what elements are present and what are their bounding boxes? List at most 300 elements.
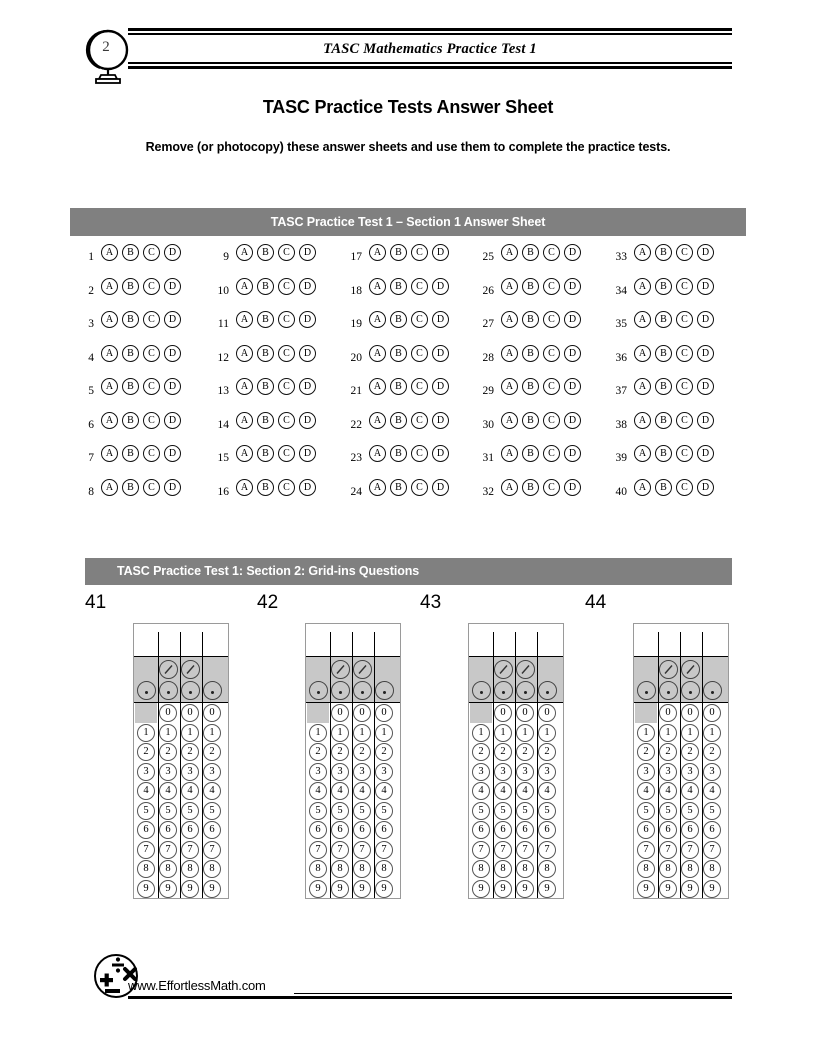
gridin-digit-bubble-8[interactable]: 8: [331, 860, 349, 878]
answer-bubble-d[interactable]: D: [564, 412, 581, 429]
gridin-digit-bubble-3[interactable]: 3: [681, 763, 699, 781]
gridin-digit-bubble-9[interactable]: 9: [494, 880, 512, 898]
gridin-digit-bubble-5[interactable]: 5: [309, 802, 327, 820]
answer-bubble-d[interactable]: D: [164, 378, 181, 395]
answer-bubble-c[interactable]: C: [676, 412, 693, 429]
gridin-digit-bubble-2[interactable]: 2: [637, 743, 655, 761]
answer-bubble-d[interactable]: D: [164, 412, 181, 429]
answer-bubble-d[interactable]: D: [697, 412, 714, 429]
gridin-digit-bubble-6[interactable]: 6: [703, 821, 721, 839]
gridin-digit-bubble-1[interactable]: 1: [331, 724, 349, 742]
gridin-digit-bubble-2[interactable]: 2: [538, 743, 556, 761]
gridin-digit-bubble-3[interactable]: 3: [538, 763, 556, 781]
gridin-decimal-point-bubble[interactable]: [703, 681, 722, 700]
gridin-digit-bubble-6[interactable]: 6: [375, 821, 393, 839]
answer-bubble-b[interactable]: B: [390, 412, 407, 429]
gridin-digit-bubble-4[interactable]: 4: [309, 782, 327, 800]
answer-bubble-b[interactable]: B: [522, 244, 539, 261]
gridin-digit-bubble-9[interactable]: 9: [353, 880, 371, 898]
gridin-decimal-point-bubble[interactable]: [681, 681, 700, 700]
answer-bubble-d[interactable]: D: [164, 345, 181, 362]
answer-bubble-b[interactable]: B: [655, 412, 672, 429]
answer-bubble-a[interactable]: A: [634, 412, 651, 429]
answer-bubble-d[interactable]: D: [164, 479, 181, 496]
answer-bubble-d[interactable]: D: [697, 244, 714, 261]
gridin-digit-bubble-7[interactable]: 7: [516, 841, 534, 859]
gridin-digit-bubble-0[interactable]: 0: [494, 704, 512, 722]
answer-bubble-a[interactable]: A: [101, 445, 118, 462]
answer-bubble-b[interactable]: B: [122, 311, 139, 328]
gridin-digit-bubble-5[interactable]: 5: [331, 802, 349, 820]
answer-bubble-b[interactable]: B: [522, 278, 539, 295]
gridin-digit-bubble-5[interactable]: 5: [494, 802, 512, 820]
answer-bubble-b[interactable]: B: [257, 278, 274, 295]
gridin-digit-bubble-1[interactable]: 1: [137, 724, 155, 742]
answer-bubble-a[interactable]: A: [634, 479, 651, 496]
gridin-decimal-point-bubble[interactable]: [375, 681, 394, 700]
answer-bubble-b[interactable]: B: [522, 445, 539, 462]
answer-bubble-a[interactable]: A: [101, 278, 118, 295]
gridin-digit-bubble-2[interactable]: 2: [353, 743, 371, 761]
gridin-digit-bubble-8[interactable]: 8: [159, 860, 177, 878]
answer-bubble-a[interactable]: A: [369, 479, 386, 496]
gridin-digit-bubble-0[interactable]: 0: [516, 704, 534, 722]
gridin-fraction-slash-bubble[interactable]: [681, 660, 700, 679]
answer-bubble-b[interactable]: B: [655, 345, 672, 362]
gridin-digit-bubble-7[interactable]: 7: [472, 841, 490, 859]
answer-bubble-a[interactable]: A: [101, 244, 118, 261]
gridin-digit-bubble-2[interactable]: 2: [375, 743, 393, 761]
gridin-digit-bubble-1[interactable]: 1: [681, 724, 699, 742]
gridin-digit-bubble-5[interactable]: 5: [637, 802, 655, 820]
answer-bubble-a[interactable]: A: [501, 479, 518, 496]
answer-bubble-c[interactable]: C: [676, 445, 693, 462]
gridin-digit-bubble-8[interactable]: 8: [375, 860, 393, 878]
gridin-decimal-point-bubble[interactable]: [137, 681, 156, 700]
gridin-decimal-point-bubble[interactable]: [637, 681, 656, 700]
answer-bubble-a[interactable]: A: [236, 244, 253, 261]
answer-bubble-b[interactable]: B: [257, 412, 274, 429]
answer-bubble-d[interactable]: D: [299, 479, 316, 496]
gridin-digit-bubble-4[interactable]: 4: [538, 782, 556, 800]
gridin-digit-bubble-6[interactable]: 6: [353, 821, 371, 839]
gridin-digit-bubble-9[interactable]: 9: [203, 880, 221, 898]
gridin-digit-bubble-9[interactable]: 9: [538, 880, 556, 898]
answer-bubble-c[interactable]: C: [143, 311, 160, 328]
answer-bubble-b[interactable]: B: [122, 479, 139, 496]
gridin-digit-bubble-1[interactable]: 1: [703, 724, 721, 742]
answer-bubble-a[interactable]: A: [236, 345, 253, 362]
gridin-digit-bubble-6[interactable]: 6: [494, 821, 512, 839]
gridin-digit-bubble-3[interactable]: 3: [181, 763, 199, 781]
gridin-digit-bubble-2[interactable]: 2: [331, 743, 349, 761]
gridin-digit-bubble-4[interactable]: 4: [375, 782, 393, 800]
gridin-fraction-slash-bubble[interactable]: [331, 660, 350, 679]
gridin-digit-bubble-2[interactable]: 2: [659, 743, 677, 761]
gridin-digit-bubble-8[interactable]: 8: [681, 860, 699, 878]
gridin-digit-bubble-2[interactable]: 2: [681, 743, 699, 761]
answer-bubble-c[interactable]: C: [278, 345, 295, 362]
answer-bubble-c[interactable]: C: [411, 445, 428, 462]
gridin-digit-bubble-1[interactable]: 1: [494, 724, 512, 742]
answer-bubble-c[interactable]: C: [411, 244, 428, 261]
answer-bubble-a[interactable]: A: [369, 278, 386, 295]
answer-bubble-d[interactable]: D: [432, 412, 449, 429]
answer-bubble-d[interactable]: D: [299, 445, 316, 462]
gridin-digit-bubble-9[interactable]: 9: [181, 880, 199, 898]
gridin-digit-bubble-3[interactable]: 3: [516, 763, 534, 781]
gridin-decimal-point-bubble[interactable]: [472, 681, 491, 700]
gridin-digit-bubble-2[interactable]: 2: [703, 743, 721, 761]
gridin-digit-bubble-3[interactable]: 3: [494, 763, 512, 781]
gridin-digit-bubble-9[interactable]: 9: [659, 880, 677, 898]
gridin-digit-bubble-4[interactable]: 4: [331, 782, 349, 800]
answer-bubble-d[interactable]: D: [432, 345, 449, 362]
gridin-digit-bubble-7[interactable]: 7: [181, 841, 199, 859]
answer-bubble-b[interactable]: B: [390, 479, 407, 496]
answer-bubble-a[interactable]: A: [501, 378, 518, 395]
answer-bubble-c[interactable]: C: [278, 311, 295, 328]
gridin-decimal-point-bubble[interactable]: [538, 681, 557, 700]
gridin-digit-bubble-5[interactable]: 5: [137, 802, 155, 820]
answer-bubble-d[interactable]: D: [164, 311, 181, 328]
answer-bubble-c[interactable]: C: [676, 278, 693, 295]
gridin-digit-bubble-6[interactable]: 6: [659, 821, 677, 839]
gridin-digit-bubble-4[interactable]: 4: [637, 782, 655, 800]
gridin-digit-bubble-7[interactable]: 7: [538, 841, 556, 859]
gridin-digit-bubble-6[interactable]: 6: [516, 821, 534, 839]
answer-bubble-c[interactable]: C: [143, 479, 160, 496]
answer-bubble-b[interactable]: B: [390, 345, 407, 362]
gridin-digit-bubble-7[interactable]: 7: [703, 841, 721, 859]
gridin-digit-bubble-2[interactable]: 2: [516, 743, 534, 761]
gridin-digit-bubble-9[interactable]: 9: [637, 880, 655, 898]
gridin-digit-bubble-7[interactable]: 7: [203, 841, 221, 859]
gridin-write-area[interactable]: [134, 624, 228, 657]
answer-bubble-a[interactable]: A: [501, 244, 518, 261]
gridin-digit-bubble-3[interactable]: 3: [659, 763, 677, 781]
answer-bubble-b[interactable]: B: [257, 445, 274, 462]
gridin-digit-bubble-8[interactable]: 8: [309, 860, 327, 878]
answer-bubble-c[interactable]: C: [543, 479, 560, 496]
gridin-digit-bubble-7[interactable]: 7: [494, 841, 512, 859]
gridin-digit-bubble-8[interactable]: 8: [494, 860, 512, 878]
gridin-digit-bubble-2[interactable]: 2: [203, 743, 221, 761]
gridin-digit-bubble-5[interactable]: 5: [159, 802, 177, 820]
gridin-digit-bubble-3[interactable]: 3: [159, 763, 177, 781]
answer-bubble-a[interactable]: A: [236, 278, 253, 295]
answer-bubble-c[interactable]: C: [143, 244, 160, 261]
gridin-decimal-point-bubble[interactable]: [181, 681, 200, 700]
gridin-digit-bubble-3[interactable]: 3: [309, 763, 327, 781]
gridin-digit-bubble-1[interactable]: 1: [375, 724, 393, 742]
gridin-digit-bubble-2[interactable]: 2: [159, 743, 177, 761]
gridin-digit-bubble-5[interactable]: 5: [681, 802, 699, 820]
gridin-digit-bubble-0[interactable]: 0: [331, 704, 349, 722]
answer-bubble-c[interactable]: C: [143, 378, 160, 395]
answer-bubble-c[interactable]: C: [411, 479, 428, 496]
answer-bubble-c[interactable]: C: [278, 378, 295, 395]
answer-bubble-b[interactable]: B: [257, 345, 274, 362]
answer-bubble-d[interactable]: D: [564, 345, 581, 362]
answer-bubble-a[interactable]: A: [634, 278, 651, 295]
gridin-write-area[interactable]: [634, 624, 728, 657]
answer-bubble-a[interactable]: A: [236, 311, 253, 328]
answer-bubble-c[interactable]: C: [411, 345, 428, 362]
gridin-digit-bubble-6[interactable]: 6: [472, 821, 490, 839]
gridin-decimal-point-bubble[interactable]: [659, 681, 678, 700]
gridin-digit-bubble-3[interactable]: 3: [637, 763, 655, 781]
gridin-digit-bubble-5[interactable]: 5: [203, 802, 221, 820]
gridin-digit-bubble-6[interactable]: 6: [331, 821, 349, 839]
answer-bubble-a[interactable]: A: [501, 278, 518, 295]
answer-bubble-c[interactable]: C: [411, 412, 428, 429]
gridin-digit-bubble-9[interactable]: 9: [309, 880, 327, 898]
answer-bubble-a[interactable]: A: [369, 378, 386, 395]
gridin-digit-bubble-1[interactable]: 1: [637, 724, 655, 742]
gridin-digit-bubble-7[interactable]: 7: [331, 841, 349, 859]
answer-bubble-d[interactable]: D: [299, 278, 316, 295]
answer-bubble-a[interactable]: A: [634, 378, 651, 395]
gridin-digit-bubble-8[interactable]: 8: [659, 860, 677, 878]
answer-bubble-c[interactable]: C: [143, 345, 160, 362]
gridin-digit-bubble-5[interactable]: 5: [181, 802, 199, 820]
answer-bubble-b[interactable]: B: [122, 412, 139, 429]
answer-bubble-d[interactable]: D: [564, 445, 581, 462]
answer-bubble-a[interactable]: A: [369, 412, 386, 429]
gridin-digit-bubble-1[interactable]: 1: [353, 724, 371, 742]
gridin-decimal-point-bubble[interactable]: [516, 681, 535, 700]
gridin-digit-bubble-8[interactable]: 8: [703, 860, 721, 878]
gridin-digit-bubble-7[interactable]: 7: [309, 841, 327, 859]
answer-bubble-b[interactable]: B: [390, 278, 407, 295]
gridin-digit-bubble-8[interactable]: 8: [181, 860, 199, 878]
answer-bubble-b[interactable]: B: [522, 412, 539, 429]
answer-bubble-a[interactable]: A: [236, 445, 253, 462]
gridin-digit-bubble-0[interactable]: 0: [353, 704, 371, 722]
answer-bubble-c[interactable]: C: [676, 479, 693, 496]
answer-bubble-b[interactable]: B: [655, 311, 672, 328]
gridin-digit-bubble-4[interactable]: 4: [659, 782, 677, 800]
answer-bubble-d[interactable]: D: [697, 278, 714, 295]
answer-bubble-a[interactable]: A: [101, 412, 118, 429]
answer-bubble-d[interactable]: D: [697, 311, 714, 328]
answer-bubble-c[interactable]: C: [543, 345, 560, 362]
answer-bubble-c[interactable]: C: [143, 445, 160, 462]
gridin-digit-bubble-1[interactable]: 1: [538, 724, 556, 742]
gridin-digit-bubble-7[interactable]: 7: [637, 841, 655, 859]
gridin-digit-bubble-6[interactable]: 6: [309, 821, 327, 839]
answer-bubble-a[interactable]: A: [634, 244, 651, 261]
gridin-digit-bubble-4[interactable]: 4: [353, 782, 371, 800]
gridin-digit-bubble-9[interactable]: 9: [681, 880, 699, 898]
gridin-digit-bubble-2[interactable]: 2: [137, 743, 155, 761]
answer-bubble-c[interactable]: C: [543, 378, 560, 395]
answer-bubble-d[interactable]: D: [432, 278, 449, 295]
answer-bubble-d[interactable]: D: [432, 311, 449, 328]
answer-bubble-b[interactable]: B: [122, 378, 139, 395]
answer-bubble-a[interactable]: A: [369, 311, 386, 328]
answer-bubble-c[interactable]: C: [143, 412, 160, 429]
gridin-digit-bubble-3[interactable]: 3: [375, 763, 393, 781]
gridin-fraction-slash-bubble[interactable]: [494, 660, 513, 679]
gridin-digit-bubble-3[interactable]: 3: [331, 763, 349, 781]
answer-bubble-d[interactable]: D: [564, 378, 581, 395]
gridin-digit-bubble-3[interactable]: 3: [137, 763, 155, 781]
gridin-digit-bubble-7[interactable]: 7: [353, 841, 371, 859]
gridin-digit-bubble-7[interactable]: 7: [659, 841, 677, 859]
gridin-digit-bubble-1[interactable]: 1: [472, 724, 490, 742]
gridin-digit-bubble-1[interactable]: 1: [309, 724, 327, 742]
gridin-digit-bubble-1[interactable]: 1: [159, 724, 177, 742]
gridin-digit-bubble-5[interactable]: 5: [353, 802, 371, 820]
gridin-digit-bubble-6[interactable]: 6: [159, 821, 177, 839]
gridin-digit-bubble-5[interactable]: 5: [516, 802, 534, 820]
gridin-digit-bubble-6[interactable]: 6: [637, 821, 655, 839]
answer-bubble-c[interactable]: C: [278, 278, 295, 295]
answer-bubble-c[interactable]: C: [543, 412, 560, 429]
answer-bubble-b[interactable]: B: [522, 378, 539, 395]
answer-bubble-c[interactable]: C: [543, 445, 560, 462]
answer-bubble-b[interactable]: B: [122, 278, 139, 295]
gridin-write-area[interactable]: [306, 624, 400, 657]
gridin-digit-bubble-5[interactable]: 5: [375, 802, 393, 820]
gridin-digit-bubble-4[interactable]: 4: [703, 782, 721, 800]
answer-bubble-c[interactable]: C: [543, 311, 560, 328]
answer-bubble-c[interactable]: C: [543, 278, 560, 295]
answer-bubble-b[interactable]: B: [257, 244, 274, 261]
answer-bubble-c[interactable]: C: [411, 378, 428, 395]
gridin-digit-bubble-4[interactable]: 4: [494, 782, 512, 800]
gridin-digit-bubble-3[interactable]: 3: [353, 763, 371, 781]
gridin-digit-bubble-8[interactable]: 8: [137, 860, 155, 878]
answer-bubble-d[interactable]: D: [164, 278, 181, 295]
answer-bubble-a[interactable]: A: [101, 311, 118, 328]
answer-bubble-a[interactable]: A: [369, 445, 386, 462]
answer-bubble-d[interactable]: D: [432, 445, 449, 462]
answer-bubble-d[interactable]: D: [697, 378, 714, 395]
gridin-digit-bubble-3[interactable]: 3: [703, 763, 721, 781]
answer-bubble-b[interactable]: B: [655, 479, 672, 496]
gridin-decimal-point-bubble[interactable]: [159, 681, 178, 700]
gridin-digit-bubble-0[interactable]: 0: [703, 704, 721, 722]
answer-bubble-b[interactable]: B: [257, 311, 274, 328]
answer-bubble-a[interactable]: A: [236, 479, 253, 496]
gridin-digit-bubble-6[interactable]: 6: [681, 821, 699, 839]
answer-bubble-a[interactable]: A: [501, 311, 518, 328]
answer-bubble-b[interactable]: B: [257, 479, 274, 496]
gridin-digit-bubble-4[interactable]: 4: [203, 782, 221, 800]
gridin-digit-bubble-0[interactable]: 0: [203, 704, 221, 722]
gridin-decimal-point-bubble[interactable]: [203, 681, 222, 700]
gridin-digit-bubble-8[interactable]: 8: [353, 860, 371, 878]
answer-bubble-a[interactable]: A: [501, 445, 518, 462]
gridin-digit-bubble-9[interactable]: 9: [137, 880, 155, 898]
gridin-digit-bubble-5[interactable]: 5: [703, 802, 721, 820]
answer-bubble-c[interactable]: C: [278, 479, 295, 496]
answer-bubble-b[interactable]: B: [257, 378, 274, 395]
gridin-digit-bubble-9[interactable]: 9: [472, 880, 490, 898]
gridin-digit-bubble-2[interactable]: 2: [181, 743, 199, 761]
gridin-digit-bubble-4[interactable]: 4: [181, 782, 199, 800]
answer-bubble-d[interactable]: D: [564, 479, 581, 496]
answer-bubble-d[interactable]: D: [697, 479, 714, 496]
answer-bubble-b[interactable]: B: [655, 244, 672, 261]
gridin-digit-bubble-7[interactable]: 7: [375, 841, 393, 859]
answer-bubble-a[interactable]: A: [634, 345, 651, 362]
gridin-digit-bubble-9[interactable]: 9: [703, 880, 721, 898]
answer-bubble-a[interactable]: A: [101, 345, 118, 362]
answer-bubble-d[interactable]: D: [299, 244, 316, 261]
gridin-digit-bubble-1[interactable]: 1: [203, 724, 221, 742]
gridin-digit-bubble-3[interactable]: 3: [472, 763, 490, 781]
answer-bubble-a[interactable]: A: [501, 412, 518, 429]
gridin-digit-bubble-0[interactable]: 0: [375, 704, 393, 722]
gridin-digit-bubble-4[interactable]: 4: [472, 782, 490, 800]
gridin-digit-bubble-5[interactable]: 5: [472, 802, 490, 820]
gridin-digit-bubble-8[interactable]: 8: [538, 860, 556, 878]
answer-bubble-b[interactable]: B: [522, 479, 539, 496]
answer-bubble-c[interactable]: C: [411, 278, 428, 295]
answer-bubble-b[interactable]: B: [522, 311, 539, 328]
gridin-digit-bubble-1[interactable]: 1: [516, 724, 534, 742]
gridin-fraction-slash-bubble[interactable]: [516, 660, 535, 679]
answer-bubble-b[interactable]: B: [122, 244, 139, 261]
gridin-digit-bubble-3[interactable]: 3: [203, 763, 221, 781]
gridin-digit-bubble-8[interactable]: 8: [472, 860, 490, 878]
gridin-digit-bubble-7[interactable]: 7: [681, 841, 699, 859]
gridin-digit-bubble-0[interactable]: 0: [538, 704, 556, 722]
gridin-digit-bubble-1[interactable]: 1: [659, 724, 677, 742]
gridin-digit-bubble-6[interactable]: 6: [181, 821, 199, 839]
answer-bubble-d[interactable]: D: [164, 244, 181, 261]
gridin-fraction-slash-bubble[interactable]: [353, 660, 372, 679]
answer-bubble-d[interactable]: D: [564, 311, 581, 328]
gridin-digit-bubble-7[interactable]: 7: [137, 841, 155, 859]
answer-bubble-d[interactable]: D: [697, 445, 714, 462]
answer-bubble-c[interactable]: C: [543, 244, 560, 261]
gridin-digit-bubble-9[interactable]: 9: [159, 880, 177, 898]
answer-bubble-b[interactable]: B: [122, 445, 139, 462]
gridin-write-area[interactable]: [469, 624, 563, 657]
gridin-digit-bubble-0[interactable]: 0: [181, 704, 199, 722]
gridin-fraction-slash-bubble[interactable]: [659, 660, 678, 679]
answer-bubble-d[interactable]: D: [564, 278, 581, 295]
answer-bubble-d[interactable]: D: [299, 345, 316, 362]
gridin-digit-bubble-0[interactable]: 0: [681, 704, 699, 722]
answer-bubble-b[interactable]: B: [390, 445, 407, 462]
gridin-digit-bubble-8[interactable]: 8: [203, 860, 221, 878]
answer-bubble-b[interactable]: B: [390, 311, 407, 328]
gridin-digit-bubble-0[interactable]: 0: [659, 704, 677, 722]
gridin-digit-bubble-7[interactable]: 7: [159, 841, 177, 859]
answer-bubble-a[interactable]: A: [634, 445, 651, 462]
answer-bubble-c[interactable]: C: [676, 345, 693, 362]
answer-bubble-c[interactable]: C: [278, 445, 295, 462]
gridin-fraction-slash-bubble[interactable]: [181, 660, 200, 679]
answer-bubble-b[interactable]: B: [122, 345, 139, 362]
answer-bubble-a[interactable]: A: [369, 244, 386, 261]
gridin-digit-bubble-4[interactable]: 4: [681, 782, 699, 800]
footer-site-link[interactable]: www.EffortlessMath.com: [128, 978, 266, 993]
answer-bubble-c[interactable]: C: [676, 244, 693, 261]
answer-bubble-b[interactable]: B: [655, 445, 672, 462]
answer-bubble-c[interactable]: C: [411, 311, 428, 328]
gridin-digit-bubble-6[interactable]: 6: [538, 821, 556, 839]
answer-bubble-c[interactable]: C: [278, 412, 295, 429]
answer-bubble-d[interactable]: D: [432, 479, 449, 496]
answer-bubble-c[interactable]: C: [278, 244, 295, 261]
